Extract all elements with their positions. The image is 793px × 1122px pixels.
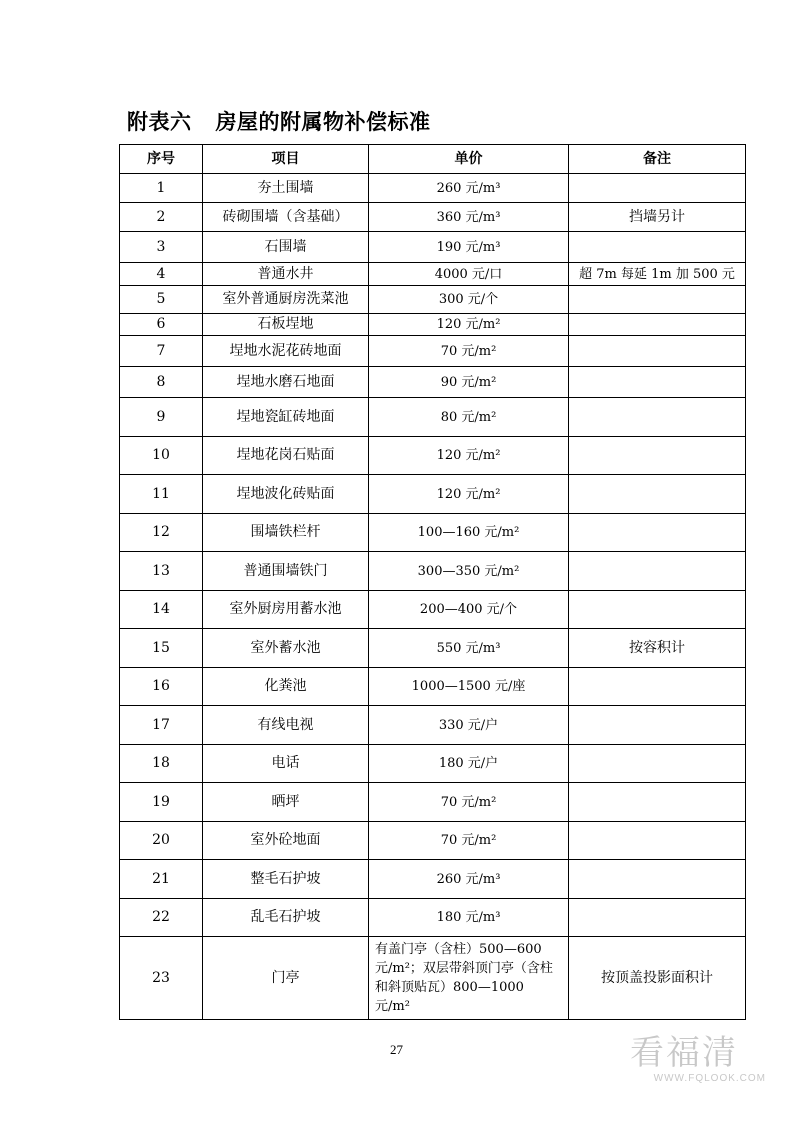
table-title: 房屋的附属物补偿标准 xyxy=(215,109,431,134)
row-item: 普通水井 xyxy=(203,263,369,286)
row-price: 300 元/个 xyxy=(369,286,569,314)
row-note xyxy=(569,475,746,514)
row-note xyxy=(569,552,746,591)
row-item: 门亭 xyxy=(203,937,369,1020)
row-no: 18 xyxy=(120,745,203,783)
row-item: 室外蓄水池 xyxy=(203,629,369,668)
row-price: 550 元/m³ xyxy=(369,629,569,668)
row-price: 330 元/户 xyxy=(369,706,569,745)
row-no: 15 xyxy=(120,629,203,668)
row-no: 6 xyxy=(120,314,203,336)
table-row xyxy=(120,899,746,937)
row-item: 普通围墙铁门 xyxy=(203,552,369,591)
watermark-brand: 看福清 xyxy=(630,1033,738,1073)
row-no: 21 xyxy=(120,860,203,899)
table-row xyxy=(120,552,746,591)
row-item: 化粪池 xyxy=(203,668,369,706)
appendix-label: 附表六 xyxy=(127,109,192,134)
row-no: 16 xyxy=(120,668,203,706)
table-row xyxy=(120,367,746,398)
row-note xyxy=(569,668,746,706)
row-item: 室外普通厨房洗菜池 xyxy=(203,286,369,314)
row-price: 360 元/m³ xyxy=(369,203,569,232)
table-row xyxy=(120,706,746,745)
row-no: 22 xyxy=(120,899,203,937)
row-no: 1 xyxy=(120,174,203,203)
row-price: 70 元/m² xyxy=(369,783,569,822)
row-note xyxy=(569,314,746,336)
table-row xyxy=(120,263,746,286)
row-price: 70 元/m² xyxy=(369,822,569,860)
row-item: 埕地波化砖贴面 xyxy=(203,475,369,514)
table-row xyxy=(120,174,746,203)
row-item: 晒坪 xyxy=(203,783,369,822)
table-row xyxy=(120,860,746,899)
table-row xyxy=(120,591,746,629)
row-price: 70 元/m² xyxy=(369,336,569,367)
row-price: 80 元/m² xyxy=(369,398,569,437)
row-note: 按容积计 xyxy=(569,629,746,668)
header-note: 备注 xyxy=(569,145,746,174)
header-price: 单价 xyxy=(369,145,569,174)
row-no: 17 xyxy=(120,706,203,745)
row-item: 石板埕地 xyxy=(203,314,369,336)
row-note xyxy=(569,899,746,937)
row-item: 室外厨房用蓄水池 xyxy=(203,591,369,629)
row-no: 20 xyxy=(120,822,203,860)
row-note xyxy=(569,706,746,745)
table-row xyxy=(120,286,746,314)
row-no: 4 xyxy=(120,263,203,286)
row-item: 石围墙 xyxy=(203,232,369,263)
row-price: 4000 元/口 xyxy=(369,263,569,286)
header-no: 序号 xyxy=(120,145,203,174)
row-item: 埕地水泥花砖地面 xyxy=(203,336,369,367)
table-row xyxy=(120,437,746,475)
row-note xyxy=(569,437,746,475)
row-price: 260 元/m³ xyxy=(369,860,569,899)
row-no: 8 xyxy=(120,367,203,398)
row-note xyxy=(569,783,746,822)
row-item: 埕地瓷缸砖地面 xyxy=(203,398,369,437)
header-item: 项目 xyxy=(203,145,369,174)
row-item: 埕地花岗石贴面 xyxy=(203,437,369,475)
table-row xyxy=(120,514,746,552)
table-row xyxy=(120,232,746,263)
row-no: 14 xyxy=(120,591,203,629)
row-note xyxy=(569,286,746,314)
row-price: 300—350 元/m² xyxy=(369,552,569,591)
row-note xyxy=(569,398,746,437)
row-note xyxy=(569,336,746,367)
row-item: 砖砌围墙（含基础） xyxy=(203,203,369,232)
row-no: 3 xyxy=(120,232,203,263)
table-row xyxy=(120,314,746,336)
row-price: 180 元/户 xyxy=(369,745,569,783)
table-row xyxy=(120,822,746,860)
row-note xyxy=(569,232,746,263)
table-row xyxy=(120,783,746,822)
row-note xyxy=(569,860,746,899)
row-price: 180 元/m³ xyxy=(369,899,569,937)
row-price: 120 元/m² xyxy=(369,437,569,475)
row-price: 有盖门亭（含柱）500—600 元/m²；双层带斜顶门亭（含柱和斜顶贴瓦）800—1000 元/m² xyxy=(369,937,569,1020)
row-no: 7 xyxy=(120,336,203,367)
row-note xyxy=(569,174,746,203)
row-no: 19 xyxy=(120,783,203,822)
page-number: 27 xyxy=(390,1042,403,1057)
row-item: 整毛石护坡 xyxy=(203,860,369,899)
row-price: 90 元/m² xyxy=(369,367,569,398)
table-row xyxy=(120,745,746,783)
row-item: 乱毛石护坡 xyxy=(203,899,369,937)
row-no: 23 xyxy=(120,937,203,1020)
row-note: 按顶盖投影面积计 xyxy=(569,937,746,1020)
row-price: 190 元/m³ xyxy=(369,232,569,263)
table-row xyxy=(120,336,746,367)
table-header-row xyxy=(120,145,746,174)
row-no: 10 xyxy=(120,437,203,475)
row-note xyxy=(569,591,746,629)
row-note xyxy=(569,822,746,860)
row-price: 200—400 元/个 xyxy=(369,591,569,629)
table-row xyxy=(120,668,746,706)
row-price: 100—160 元/m² xyxy=(369,514,569,552)
row-item: 埕地水磨石地面 xyxy=(203,367,369,398)
row-note: 超 7m 每延 1m 加 500 元 xyxy=(569,263,746,286)
row-no: 11 xyxy=(120,475,203,514)
row-price: 120 元/m² xyxy=(369,314,569,336)
row-note xyxy=(569,514,746,552)
compensation-table xyxy=(119,144,746,1020)
row-item: 电话 xyxy=(203,745,369,783)
table-row xyxy=(120,629,746,668)
row-note xyxy=(569,367,746,398)
table-row xyxy=(120,203,746,232)
row-price: 120 元/m² xyxy=(369,475,569,514)
row-no: 9 xyxy=(120,398,203,437)
row-no: 13 xyxy=(120,552,203,591)
row-item: 夯土围墙 xyxy=(203,174,369,203)
table-row xyxy=(120,475,746,514)
row-price: 1000—1500 元/座 xyxy=(369,668,569,706)
row-item: 围墙铁栏杆 xyxy=(203,514,369,552)
table-row xyxy=(120,398,746,437)
page-title xyxy=(127,106,431,134)
row-no: 2 xyxy=(120,203,203,232)
row-note xyxy=(569,745,746,783)
row-no: 12 xyxy=(120,514,203,552)
row-price: 260 元/m³ xyxy=(369,174,569,203)
row-note: 挡墙另计 xyxy=(569,203,746,232)
row-item: 有线电视 xyxy=(203,706,369,745)
row-no: 5 xyxy=(120,286,203,314)
table-row xyxy=(120,937,746,1020)
watermark-url: WWW.FQLOOK.COM xyxy=(653,1073,766,1084)
row-item: 室外砼地面 xyxy=(203,822,369,860)
